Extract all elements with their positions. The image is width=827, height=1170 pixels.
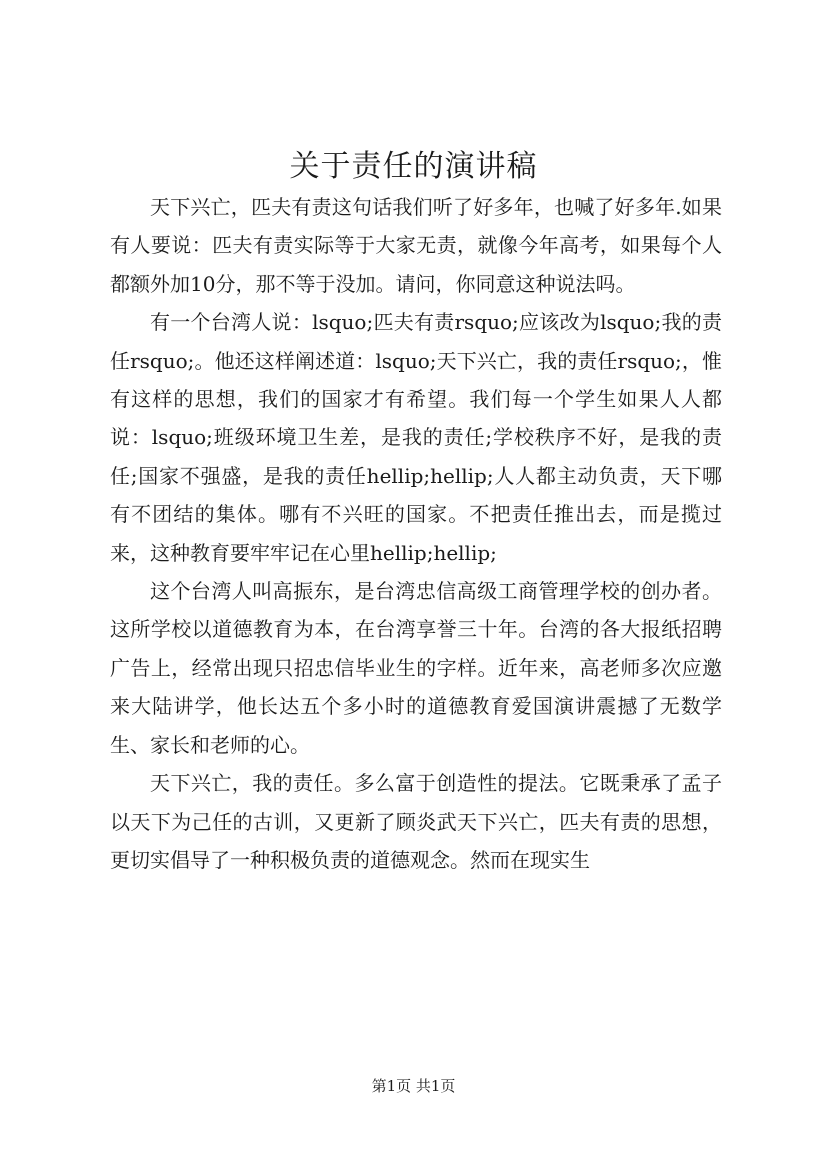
- paragraph-4: 天下兴亡，我的责任。多么富于创造性的提法。它既秉承了孟子以天下为己任的古训，又更新了顾炎武天下兴亡，匹夫有责的思想，更切实倡导了一种积极负责的道德观念。然而在现实生: [110, 771, 722, 872]
- paragraph-3: 这个台湾人叫高振东，是台湾忠信高级工商管理学校的创办者。这所学校以道德教育为本，在台湾享誉三十年。台湾的各大报纸招聘广告上，经常出现只招忠信毕业生的字样。近年来，高老师多次应邀来大陆讲学，他长达五个多小时的道德教育爱国演讲震撼了无数学生、家长和老师的心。: [110, 579, 722, 757]
- paragraph-2: 有一个台湾人说：lsquo;匹夫有责rsquo;应该改为lsquo;我的责任rsquo;。他还这样阐述道：lsquo;天下兴亡，我的责任rsquo;，惟有这样的思想，我们的国家才有希望。我们每一个学生如果人人都说：lsquo;班级环境卫生差，是我的责任;学校秩序不好，是我的责任;国家不强盛，是我的责任hellip;hellip;人人都主动负责，天下哪有不团结的集体。哪有不兴旺的国家。不把责任推出去，而是揽过来，这种教育要牢牢记在心里hellip;hellip;: [110, 310, 722, 565]
- document-body: [110, 188, 722, 879]
- paragraph-1: 天下兴亡，匹夫有责这句话我们听了好多年，也喊了好多年.如果有人要说：匹夫有责实际等于大家无责，就像今年高考，如果每个人都额外加10分，那不等于没加。请问，你同意这种说法吗。: [110, 195, 722, 296]
- page-footer: 第1页 共1页: [371, 1077, 456, 1095]
- document-title: 关于责任的演讲稿: [289, 149, 538, 184]
